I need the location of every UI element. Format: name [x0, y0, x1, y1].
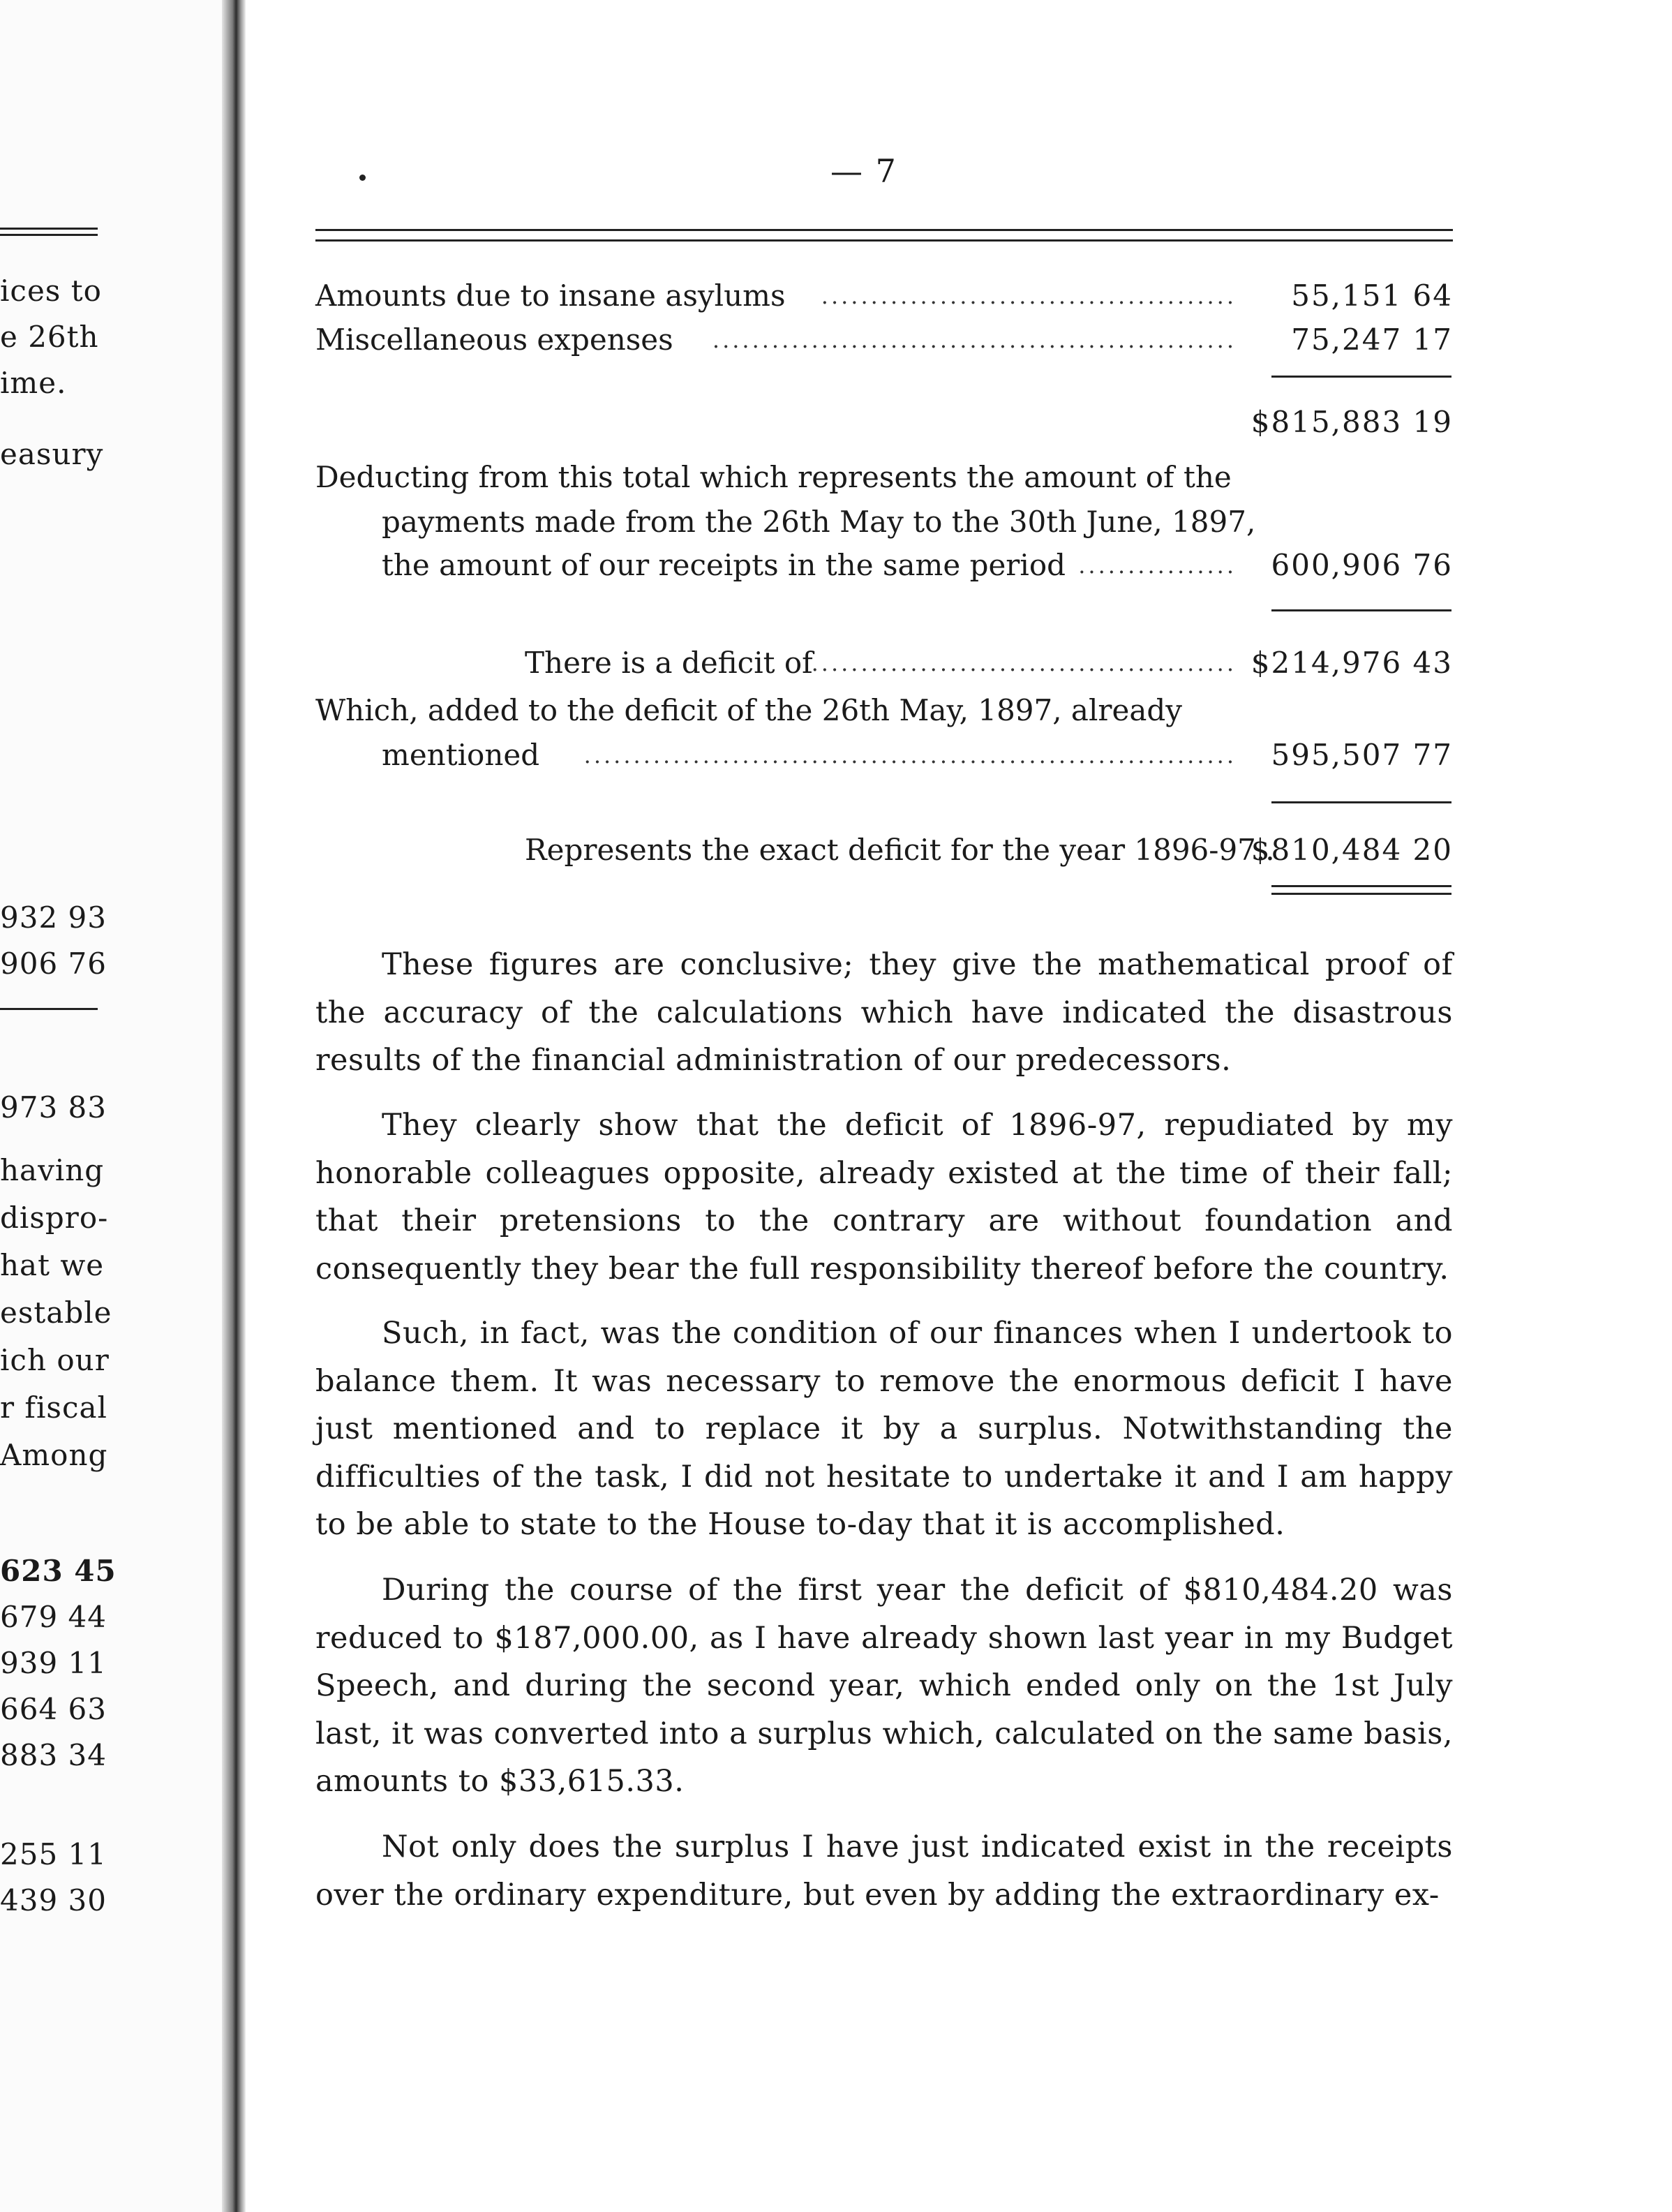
left-fragment: hat we — [0, 1248, 105, 1282]
statement-label: Deducting from this total which represents the amount of the — [315, 460, 1232, 494]
left-fragment: having — [0, 1153, 105, 1187]
statement-row — [315, 641, 1453, 685]
left-fragment: r fiscal — [0, 1390, 107, 1425]
left-fragment: easury — [0, 437, 104, 471]
statement-amount: 600,906 76 — [1271, 548, 1453, 582]
statement-amount: 55,151 64 — [1291, 279, 1453, 313]
body-paragraph: Not only does the surplus I have just indicated exist in the receipts over the ordinary expenditure, but even by adding the extraordinary ex- — [315, 1829, 1453, 1913]
statement-label: Amounts due to insane asylums — [315, 279, 786, 313]
statement-label: mentioned — [382, 738, 540, 772]
body-paragraph: During the course of the first year the deficit of $810,484.20 was reduced to $187,000.00, as I have already shown last year in my Budget Speech, and during the second year, which ended only on the 1st July last, it was converted into a surplus which, calculated on the same basis, amounts to $33,615.33. — [315, 1573, 1454, 1799]
left-fragment: 906 76 — [0, 947, 107, 981]
body-paragraph: Such, in fact, was the condition of our finances when I undertook to balance them. It was necessary to remove the enormous deficit I have just mentioned and to replace it by a surplus. Notwithstanding the difficulties of the task, I did not hesitate to undertake it and I am happy to be able to state to the House to-day that it is accomplished. — [315, 1316, 1453, 1542]
left-page-rule — [0, 228, 98, 236]
body-paragraph: These figures are conclusive; they give the mathematical proof of the accuracy of the calculations which have indicated the disastrous results of the financial administration of our predecessors. — [315, 947, 1453, 1078]
statement-label: Which, added to the deficit of the 26th May, 1897, already — [315, 693, 1182, 727]
statement-amount: 75,247 17 — [1291, 322, 1453, 357]
statement-row — [315, 688, 1453, 733]
statement-amount: $815,883 19 — [1251, 405, 1453, 439]
statement-row — [315, 543, 1453, 588]
left-fragment: 973 83 — [0, 1090, 107, 1124]
statement-label: Miscellaneous expenses — [315, 322, 673, 357]
statement-row — [315, 828, 1453, 873]
left-fragment: e 26th — [0, 320, 99, 354]
statement-row — [315, 318, 1453, 362]
book-gutter — [222, 0, 246, 2212]
statement-amount: 595,507 77 — [1271, 738, 1453, 772]
left-fragment: 255 11 — [0, 1837, 107, 1871]
page-dot-mark — [359, 175, 366, 181]
left-fragment: 664 63 — [0, 1692, 107, 1726]
statement-amount: $214,976 43 — [1251, 646, 1453, 680]
left-fragment: 679 44 — [0, 1600, 107, 1634]
left-fragment: 623 45 — [0, 1554, 117, 1588]
left-fragment: Among — [0, 1438, 108, 1472]
statement-label: Represents the exact deficit for the year 1896-97.. — [525, 833, 1275, 867]
statement-label: payments made from the 26th May to the 30th June, 1897, — [382, 505, 1256, 539]
dot-leader: ........................................... — [811, 650, 1237, 676]
left-fragment: ich our — [0, 1343, 110, 1377]
left-fragment: estable — [0, 1296, 112, 1330]
body-paragraph: They clearly show that the deficit of 1896-97, repudiated by my honorable colleagues opposite, already existed at the time of their fall; that their pretensions to the contrary are without foundation and consequently they bear the full responsibility thereof before the country. — [315, 1108, 1453, 1286]
dot-leader: ..................................................... — [712, 327, 1237, 353]
left-fragment: 439 30 — [0, 1883, 107, 1917]
left-facing-page — [0, 0, 234, 2212]
subtotal-rule — [1271, 609, 1451, 611]
left-page-rule — [0, 1008, 98, 1010]
statement-row — [315, 274, 1453, 318]
statement-row — [315, 400, 1453, 445]
subtotal-rule — [1271, 376, 1451, 378]
statement-row — [315, 500, 1453, 544]
left-fragment: 932 93 — [0, 900, 107, 935]
dot-leader: .......................................... — [821, 283, 1237, 309]
dot-leader: ................ — [1078, 552, 1237, 579]
left-fragment: 883 34 — [0, 1738, 107, 1772]
statement-row — [315, 733, 1453, 778]
header-double-rule — [315, 229, 1453, 242]
left-fragment: ime. — [0, 366, 67, 400]
page-number: — 7 — [830, 152, 897, 190]
statement-amount: $810,484 20 — [1251, 833, 1453, 867]
statement-row — [315, 455, 1453, 500]
left-fragment: dispro- — [0, 1201, 109, 1235]
statement-label: the amount of our receipts in the same period — [382, 548, 1066, 582]
total-double-rule — [1271, 885, 1451, 895]
subtotal-rule — [1271, 801, 1451, 803]
dot-leader: .................................................................. — [583, 742, 1237, 769]
left-fragment: ices to — [0, 274, 102, 308]
left-fragment: 939 11 — [0, 1646, 107, 1680]
statement-label: There is a deficit of — [525, 646, 813, 680]
